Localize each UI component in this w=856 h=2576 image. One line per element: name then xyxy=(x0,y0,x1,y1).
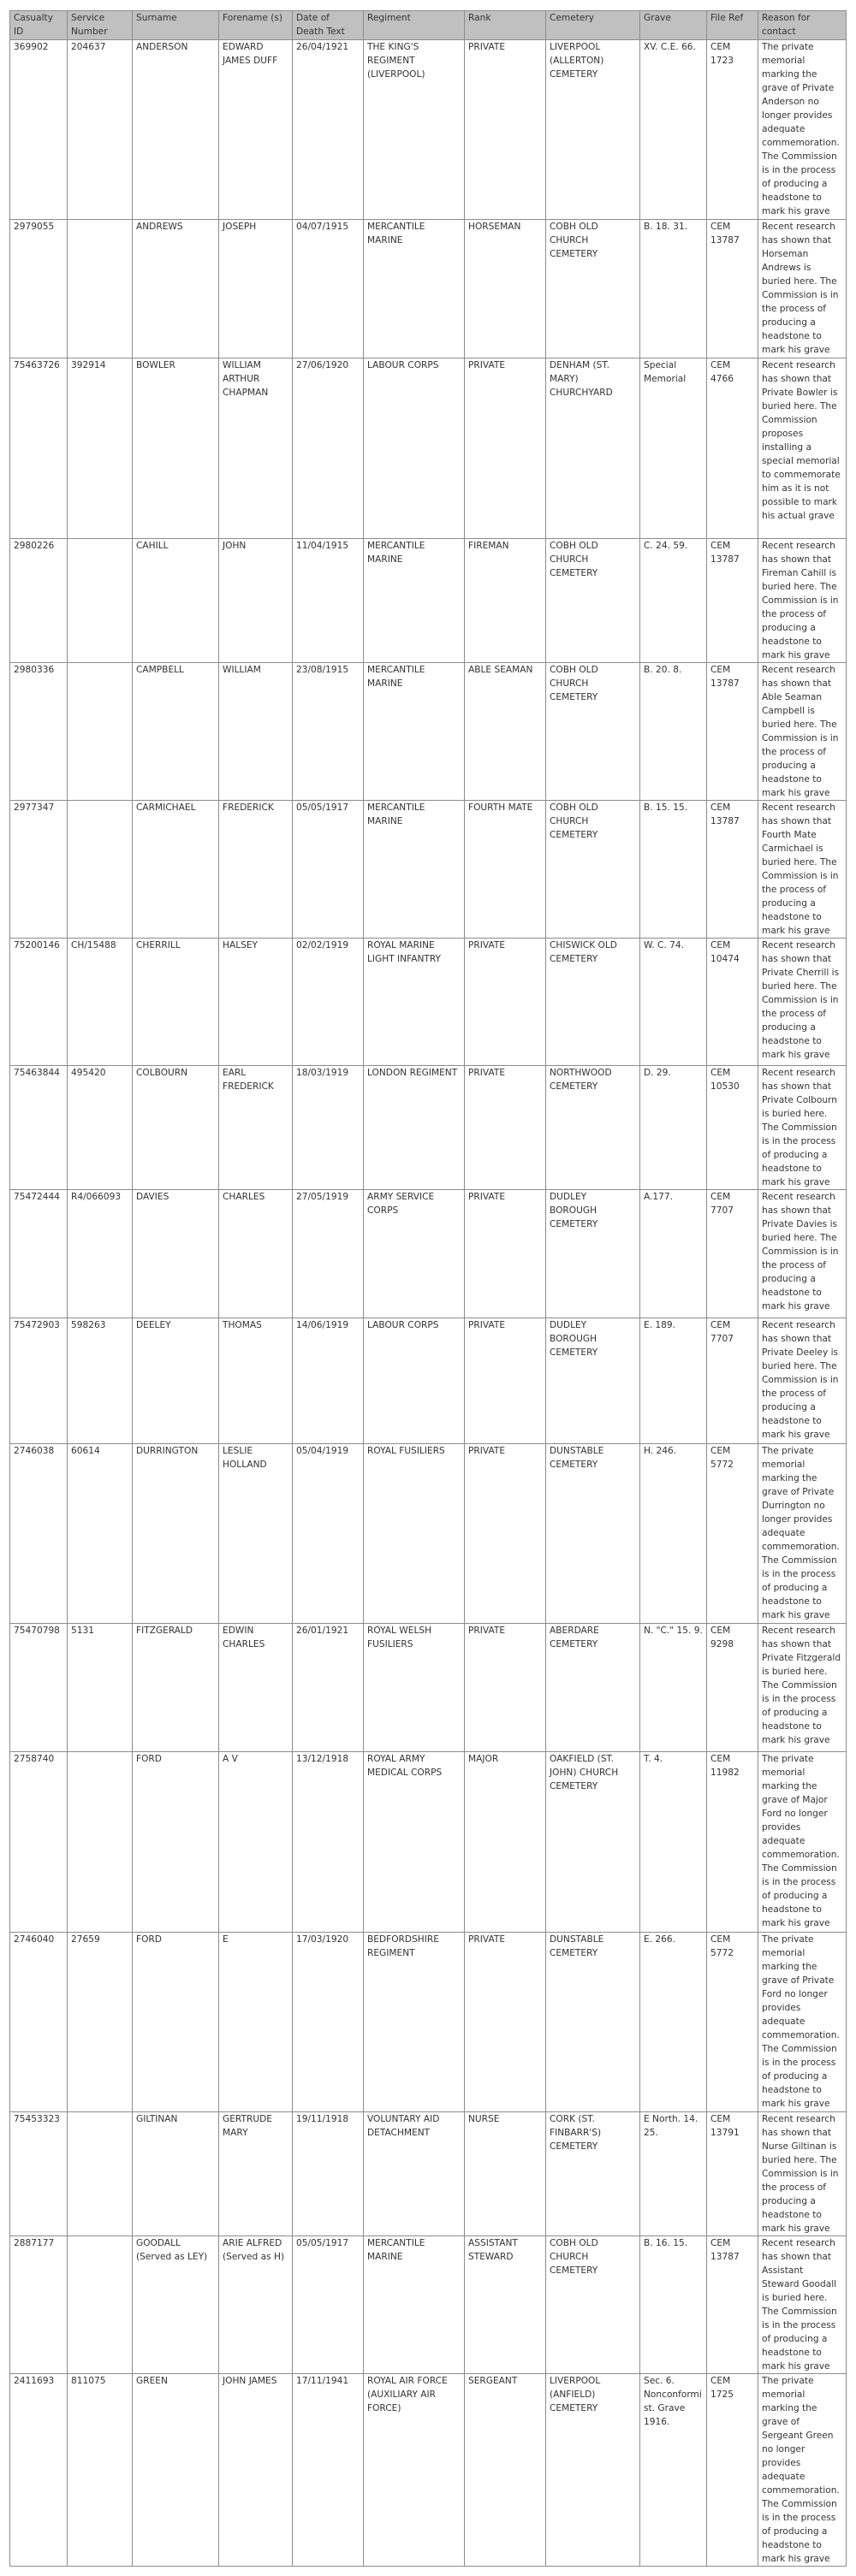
cell-cemetery: NORTHWOOD CEMETERY xyxy=(546,1066,640,1190)
cell-cemetery: COBH OLD CHURCH CEMETERY xyxy=(546,539,640,663)
cell-surname: FITZGERALD xyxy=(133,1624,219,1752)
cell-service-number: 598263 xyxy=(68,1318,133,1444)
cell-surname: ANDERSON xyxy=(133,40,219,220)
cell-surname: COLBOURN xyxy=(133,1066,219,1190)
table-row xyxy=(10,1933,847,2112)
cell-rank: PRIVATE xyxy=(465,40,546,220)
cell-grave: A.177. xyxy=(640,1190,707,1318)
cell-cemetery: COBH OLD CHURCH CEMETERY xyxy=(546,220,640,358)
table-row xyxy=(10,1444,847,1624)
cell-file-ref: CEM 13791 xyxy=(707,2112,758,2236)
cell-service-number xyxy=(68,1752,133,1933)
cell-surname: ANDREWS xyxy=(133,220,219,358)
cell-regiment: MERCANTILE MARINE xyxy=(364,801,465,939)
cell-file-ref: CEM 1723 xyxy=(707,40,758,220)
cell-service-number xyxy=(68,2236,133,2374)
cell-grave: H. 246. xyxy=(640,1444,707,1624)
cell-regiment: LONDON REGIMENT xyxy=(364,1066,465,1190)
header-forenames: Forename (s) xyxy=(219,11,293,40)
cell-casualty-id: 75472444 xyxy=(10,1190,68,1318)
cell-forenames: WILLIAM ARTHUR CHAPMAN xyxy=(219,358,293,539)
cell-reason: Recent research has shown that Private Bowler is buried here. The Commission proposes installing a special memorial to commemorate him as it is not possible to mark his actual grave xyxy=(758,358,847,539)
cell-surname: DAVIES xyxy=(133,1190,219,1318)
cell-file-ref: CEM 1725 xyxy=(707,2374,758,2567)
cell-casualty-id: 75470798 xyxy=(10,1624,68,1752)
cell-grave: E. 266. xyxy=(640,1933,707,2112)
table-row xyxy=(10,220,847,358)
cell-service-number: 5131 xyxy=(68,1624,133,1752)
cell-file-ref: CEM 13787 xyxy=(707,539,758,663)
cell-forenames: E xyxy=(219,1933,293,2112)
cell-date-of-death: 17/11/1941 xyxy=(293,2374,364,2567)
header-service-number: Service Number xyxy=(68,11,133,40)
cell-reason: Recent research has shown that Private Cherrill is buried here. The Commission is in the process of producing a headstone to mark his grave xyxy=(758,939,847,1066)
cell-forenames: GERTRUDE MARY xyxy=(219,2112,293,2236)
header-surname: Surname xyxy=(133,11,219,40)
cell-grave: E. 189. xyxy=(640,1318,707,1444)
header-date-of-death: Date of Death Text xyxy=(293,11,364,40)
cell-date-of-death: 23/08/1915 xyxy=(293,663,364,801)
cell-grave: D. 29. xyxy=(640,1066,707,1190)
cell-cemetery: COBH OLD CHURCH CEMETERY xyxy=(546,801,640,939)
cell-service-number: R4/066093 xyxy=(68,1190,133,1318)
cell-reason: Recent research has shown that Private Davies is buried here. The Commission is in the process of producing a headstone to mark his grave xyxy=(758,1190,847,1318)
cell-date-of-death: 14/06/1919 xyxy=(293,1318,364,1444)
table-row xyxy=(10,539,847,663)
header-file-ref: File Ref xyxy=(707,11,758,40)
cell-rank: PRIVATE xyxy=(465,358,546,539)
cell-cemetery: OAKFIELD (ST. JOHN) CHURCH CEMETERY xyxy=(546,1752,640,1933)
cell-date-of-death: 19/11/1918 xyxy=(293,2112,364,2236)
cell-regiment: ROYAL FUSILIERS xyxy=(364,1444,465,1624)
cell-file-ref: CEM 4766 xyxy=(707,358,758,539)
table-row xyxy=(10,2374,847,2567)
cell-date-of-death: 11/04/1915 xyxy=(293,539,364,663)
cell-date-of-death: 18/03/1919 xyxy=(293,1066,364,1190)
cell-casualty-id: 2980226 xyxy=(10,539,68,663)
table-row xyxy=(10,1318,847,1444)
cell-rank: FIREMAN xyxy=(465,539,546,663)
cell-reason: The private memorial marking the grave of Private Anderson no longer provides adequate commemoration. The Commission is in the process of producing a headstone to mark his grave xyxy=(758,40,847,220)
cell-regiment: ROYAL AIR FORCE (AUXILIARY AIR FORCE) xyxy=(364,2374,465,2567)
cell-cemetery: LIVERPOOL (ALLERTON) CEMETERY xyxy=(546,40,640,220)
header-row xyxy=(10,11,847,40)
cell-service-number xyxy=(68,801,133,939)
cell-cemetery: LIVERPOOL (ANFIELD) CEMETERY xyxy=(546,2374,640,2567)
cell-surname: GOODALL (Served as LEY) xyxy=(133,2236,219,2374)
cell-forenames: EARL FREDERICK xyxy=(219,1066,293,1190)
cell-rank: PRIVATE xyxy=(465,1444,546,1624)
cell-service-number: 392914 xyxy=(68,358,133,539)
table-row xyxy=(10,1190,847,1318)
cell-surname: FORD xyxy=(133,1752,219,1933)
cell-service-number: CH/15488 xyxy=(68,939,133,1066)
cell-surname: CARMICHAEL xyxy=(133,801,219,939)
cell-grave: B. 15. 15. xyxy=(640,801,707,939)
cell-casualty-id: 2746038 xyxy=(10,1444,68,1624)
cell-rank: ABLE SEAMAN xyxy=(465,663,546,801)
cell-rank: MAJOR xyxy=(465,1752,546,1933)
cell-file-ref: CEM 9298 xyxy=(707,1624,758,1752)
cell-cemetery: DUDLEY BOROUGH CEMETERY xyxy=(546,1190,640,1318)
cell-forenames: EDWIN CHARLES xyxy=(219,1624,293,1752)
cell-forenames: EDWARD JAMES DUFF xyxy=(219,40,293,220)
cell-cemetery: DUNSTABLE CEMETERY xyxy=(546,1444,640,1624)
cell-casualty-id: 369902 xyxy=(10,40,68,220)
cell-reason: Recent research has shown that Able Seaman Campbell is buried here. The Commission is in the process of producing a headstone to mark his grave xyxy=(758,663,847,801)
cell-file-ref: CEM 13787 xyxy=(707,663,758,801)
table-row xyxy=(10,358,847,539)
cell-surname: CHERRILL xyxy=(133,939,219,1066)
cell-rank: NURSE xyxy=(465,2112,546,2236)
cell-rank: PRIVATE xyxy=(465,939,546,1066)
cell-grave: T. 4. xyxy=(640,1752,707,1933)
cell-date-of-death: 13/12/1918 xyxy=(293,1752,364,1933)
cell-rank: PRIVATE xyxy=(465,1624,546,1752)
cell-file-ref: CEM 5772 xyxy=(707,1444,758,1624)
cell-regiment: THE KING'S REGIMENT (LIVERPOOL) xyxy=(364,40,465,220)
cell-date-of-death: 05/05/1917 xyxy=(293,801,364,939)
cell-grave: B. 16. 15. xyxy=(640,2236,707,2374)
table-row xyxy=(10,1624,847,1752)
cell-date-of-death: 05/04/1919 xyxy=(293,1444,364,1624)
table-row xyxy=(10,1066,847,1190)
cell-regiment: LABOUR CORPS xyxy=(364,1318,465,1444)
cell-casualty-id: 2746040 xyxy=(10,1933,68,2112)
cell-service-number xyxy=(68,220,133,358)
cell-rank: SERGEANT xyxy=(465,2374,546,2567)
table-row xyxy=(10,801,847,939)
cell-forenames: LESLIE HOLLAND xyxy=(219,1444,293,1624)
cell-casualty-id: 75463844 xyxy=(10,1066,68,1190)
cell-cemetery: ABERDARE CEMETERY xyxy=(546,1624,640,1752)
cell-rank: ASSISTANT STEWARD xyxy=(465,2236,546,2374)
cell-casualty-id: 75472903 xyxy=(10,1318,68,1444)
cell-file-ref: CEM 10530 xyxy=(707,1066,758,1190)
cell-surname: FORD xyxy=(133,1933,219,2112)
cell-file-ref: CEM 7707 xyxy=(707,1190,758,1318)
cell-reason: Recent research has shown that Assistant Steward Goodall is buried here. The Commission is in the process of producing a headstone to mark his grave xyxy=(758,2236,847,2374)
cell-rank: PRIVATE xyxy=(465,1318,546,1444)
cell-reason: The private memorial marking the grave of Major Ford no longer provides adequate commemoration. The Commission is in the process of producing a headstone to mark his grave xyxy=(758,1752,847,1933)
cell-regiment: ARMY SERVICE CORPS xyxy=(364,1190,465,1318)
cell-service-number xyxy=(68,2112,133,2236)
cell-casualty-id: 2977347 xyxy=(10,801,68,939)
cell-casualty-id: 2980336 xyxy=(10,663,68,801)
cell-service-number xyxy=(68,539,133,663)
cell-surname: CAMPBELL xyxy=(133,663,219,801)
cell-grave: XV. C.E. 66. xyxy=(640,40,707,220)
cell-date-of-death: 26/01/1921 xyxy=(293,1624,364,1752)
cell-forenames: WILLIAM xyxy=(219,663,293,801)
cell-casualty-id: 75200146 xyxy=(10,939,68,1066)
cell-casualty-id: 75453323 xyxy=(10,2112,68,2236)
cell-reason: Recent research has shown that Nurse Giltinan is buried here. The Commission is in the process of producing a headstone to mark his grave xyxy=(758,2112,847,2236)
cell-file-ref: CEM 13787 xyxy=(707,2236,758,2374)
cell-regiment: BEDFORDSHIRE REGIMENT xyxy=(364,1933,465,2112)
cell-reason: Recent research has shown that Private Fitzgerald is buried here. The Commission is in the process of producing a headstone to mark his grave xyxy=(758,1624,847,1752)
table-row xyxy=(10,40,847,220)
cell-casualty-id: 75463726 xyxy=(10,358,68,539)
cell-regiment: ROYAL WELSH FUSILIERS xyxy=(364,1624,465,1752)
cell-forenames: HALSEY xyxy=(219,939,293,1066)
cell-regiment: MERCANTILE MARINE xyxy=(364,220,465,358)
cell-forenames: THOMAS xyxy=(219,1318,293,1444)
cell-file-ref: CEM 10474 xyxy=(707,939,758,1066)
cell-forenames: FREDERICK xyxy=(219,801,293,939)
cell-file-ref: CEM 5772 xyxy=(707,1933,758,2112)
cell-surname: DEELEY xyxy=(133,1318,219,1444)
casualty-table xyxy=(9,10,847,2567)
cell-grave: E North. 14. 25. xyxy=(640,2112,707,2236)
cell-cemetery: CHISWICK OLD CEMETERY xyxy=(546,939,640,1066)
table-row xyxy=(10,939,847,1066)
cell-reason: Recent research has shown that Fourth Mate Carmichael is buried here. The Commission is in the process of producing a headstone to mark his grave xyxy=(758,801,847,939)
cell-file-ref: CEM 13787 xyxy=(707,801,758,939)
cell-file-ref: CEM 7707 xyxy=(707,1318,758,1444)
header-grave: Grave xyxy=(640,11,707,40)
table-row xyxy=(10,2112,847,2236)
cell-reason: The private memorial marking the grave of Private Ford no longer provides adequate commemoration. The Commission is in the process of producing a headstone to mark his grave xyxy=(758,1933,847,2112)
cell-regiment: MERCANTILE MARINE xyxy=(364,663,465,801)
cell-regiment: MERCANTILE MARINE xyxy=(364,539,465,663)
cell-rank: FOURTH MATE xyxy=(465,801,546,939)
cell-regiment: MERCANTILE MARINE xyxy=(364,2236,465,2374)
table-row xyxy=(10,2236,847,2374)
cell-cemetery: COBH OLD CHURCH CEMETERY xyxy=(546,663,640,801)
cell-date-of-death: 02/02/1919 xyxy=(293,939,364,1066)
cell-rank: PRIVATE xyxy=(465,1066,546,1190)
header-rank: Rank xyxy=(465,11,546,40)
cell-date-of-death: 27/06/1920 xyxy=(293,358,364,539)
cell-grave: Sec. 6. Nonconformist. Grave 1916. xyxy=(640,2374,707,2567)
cell-date-of-death: 17/03/1920 xyxy=(293,1933,364,2112)
cell-cemetery: CORK (ST. FINBARR'S) CEMETERY xyxy=(546,2112,640,2236)
header-reason: Reason for contact xyxy=(758,11,847,40)
cell-casualty-id: 2979055 xyxy=(10,220,68,358)
cell-cemetery: COBH OLD CHURCH CEMETERY xyxy=(546,2236,640,2374)
cell-reason: Recent research has shown that Fireman Cahill is buried here. The Commission is in the process of producing a headstone to mark his grave xyxy=(758,539,847,663)
cell-rank: PRIVATE xyxy=(465,1933,546,2112)
cell-grave: N. "C." 15. 9. xyxy=(640,1624,707,1752)
cell-service-number: 60614 xyxy=(68,1444,133,1624)
cell-reason: Recent research has shown that Private Colbourn is buried here. The Commission is in the process of producing a headstone to mark his grave xyxy=(758,1066,847,1190)
cell-grave: Special Memorial xyxy=(640,358,707,539)
cell-surname: CAHILL xyxy=(133,539,219,663)
cell-service-number: 811075 xyxy=(68,2374,133,2567)
cell-rank: HORSEMAN xyxy=(465,220,546,358)
cell-grave: B. 20. 8. xyxy=(640,663,707,801)
cell-reason: Recent research has shown that Private Deeley is buried here. The Commission is in the process of producing a headstone to mark his grave xyxy=(758,1318,847,1444)
header-casualty-id: Casualty ID xyxy=(10,11,68,40)
cell-service-number: 204637 xyxy=(68,40,133,220)
cell-grave: B. 18. 31. xyxy=(640,220,707,358)
cell-forenames: A V xyxy=(219,1752,293,1933)
header-cemetery: Cemetery xyxy=(546,11,640,40)
cell-cemetery: DUNSTABLE CEMETERY xyxy=(546,1933,640,2112)
cell-regiment: LABOUR CORPS xyxy=(364,358,465,539)
cell-reason: Recent research has shown that Horseman Andrews is buried here. The Commission is in the process of producing a headstone to mark his grave xyxy=(758,220,847,358)
cell-date-of-death: 04/07/1915 xyxy=(293,220,364,358)
cell-service-number xyxy=(68,663,133,801)
cell-forenames: ARIE ALFRED (Served as H) xyxy=(219,2236,293,2374)
cell-grave: C. 24. 59. xyxy=(640,539,707,663)
cell-surname: GREEN xyxy=(133,2374,219,2567)
cell-surname: BOWLER xyxy=(133,358,219,539)
cell-casualty-id: 2887177 xyxy=(10,2236,68,2374)
cell-service-number: 27659 xyxy=(68,1933,133,2112)
cell-cemetery: DENHAM (ST. MARY) CHURCHYARD xyxy=(546,358,640,539)
table-row xyxy=(10,663,847,801)
cell-file-ref: CEM 13787 xyxy=(707,220,758,358)
cell-forenames: CHARLES xyxy=(219,1190,293,1318)
cell-reason: The private memorial marking the grave of Private Durrington no longer provides adequate commemoration. The Commission is in the process of producing a headstone to mark his grave xyxy=(758,1444,847,1624)
cell-date-of-death: 05/05/1917 xyxy=(293,2236,364,2374)
table-body xyxy=(10,40,847,2567)
cell-forenames: JOHN JAMES xyxy=(219,2374,293,2567)
cell-forenames: JOSEPH xyxy=(219,220,293,358)
header-regiment: Regiment xyxy=(364,11,465,40)
cell-forenames: JOHN xyxy=(219,539,293,663)
cell-grave: W. C. 74. xyxy=(640,939,707,1066)
cell-rank: PRIVATE xyxy=(465,1190,546,1318)
table-row xyxy=(10,1752,847,1933)
cell-regiment: ROYAL ARMY MEDICAL CORPS xyxy=(364,1752,465,1933)
cell-casualty-id: 2411693 xyxy=(10,2374,68,2567)
cell-file-ref: CEM 11982 xyxy=(707,1752,758,1933)
cell-regiment: VOLUNTARY AID DETACHMENT xyxy=(364,2112,465,2236)
cell-reason: The private memorial marking the grave of Sergeant Green no longer provides adequate commemoration. The Commission is in the process of producing a headstone to mark his grave xyxy=(758,2374,847,2567)
cell-surname: DURRINGTON xyxy=(133,1444,219,1624)
cell-surname: GILTINAN xyxy=(133,2112,219,2236)
cell-regiment: ROYAL MARINE LIGHT INFANTRY xyxy=(364,939,465,1066)
cell-casualty-id: 2758740 xyxy=(10,1752,68,1933)
cell-cemetery: DUDLEY BOROUGH CEMETERY xyxy=(546,1318,640,1444)
table-header xyxy=(10,11,847,40)
cell-service-number: 495420 xyxy=(68,1066,133,1190)
cell-date-of-death: 26/04/1921 xyxy=(293,40,364,220)
cell-date-of-death: 27/05/1919 xyxy=(293,1190,364,1318)
